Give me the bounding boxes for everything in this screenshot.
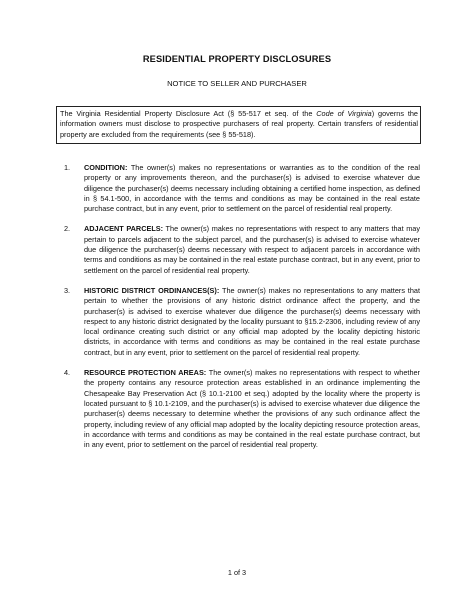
item-text: The owner(s) makes no representations or warranties as to the condition of the real property or any improvements thereon, and the purchaser(s) is advised to exercise whatever due diligence the purchaser(s) deems necessary including obtaining a certified home inspection, as defined in § 54.1-500, in accordance with the terms and conditions as may be contained in the real estate purchase contract, but in any event, prior to settlement on the parcel of residential real property. [84, 163, 420, 214]
intro-paragraph [60, 109, 418, 140]
document-subtitle: NOTICE TO SELLER AND PURCHASER [167, 79, 307, 88]
intro-notice-box [56, 106, 421, 144]
item-body [84, 286, 420, 358]
disclosure-item-resource-protection [64, 368, 420, 450]
disclosure-list [64, 163, 420, 460]
item-heading: RESOURCE PROTECTION AREAS: [84, 368, 207, 378]
intro-text-part1: The Virginia Residential Property Disclosure Act (§ 55-517 et seq. of the [60, 109, 317, 118]
item-body [84, 368, 420, 450]
item-body [84, 224, 420, 275]
item-body [84, 163, 420, 214]
intro-text-part2: ) governs the information owners must disclose to prospective purchasers of real property. Certain transfers of residential property are excluded from the requirements (see § 55-518). [60, 109, 418, 139]
document-title: RESIDENTIAL PROPERTY DISCLOSURES [142, 54, 332, 64]
item-heading: ADJACENT PARCELS: [84, 224, 164, 234]
item-text: The owner(s) makes no representations with respect to whether the property contains any resource protection areas established in an ordinance implementing the Chesapeake Bay Preservation Act (§ 10.1-2100 et seq.) adopted by the locality where the property is located pursuant to § 10.1-2109, and the purchaser(s) is advised to exercise whatever due diligence the purchaser(s) deems necessary to determine whether the provisions of any such ordinance affect the property, including review of any official map adopted by the locality depicting resource protection areas, in accordance with terms and conditions as may be contained in the real estate purchase contract, but in any event, prior to settlement on the parcel of residential real property. [84, 368, 420, 450]
item-number: 4. [64, 368, 71, 378]
item-text: The owner(s) makes no representations with respect to any matters that may pertain to parcels adjacent to the subject parcel, and the purchaser(s) is advised to exercise whatever due diligence the purchaser(s) deems necessary with respect to adjacent parcels in accordance with terms and conditions as may be contained in the real estate purchase contract, but in any event, prior to settlement on the parcel of residential real property. [84, 224, 420, 275]
item-number: 2. [64, 224, 71, 234]
item-number: 3. [64, 285, 71, 295]
item-number: 1. [64, 163, 71, 172]
intro-code-citation: Code of Virginia [316, 109, 372, 118]
item-heading: CONDITION: [84, 163, 128, 172]
disclosure-item-historic-district [64, 286, 420, 358]
item-heading: HISTORIC DISTRICT ORDINANCES(S): [84, 285, 220, 295]
item-text: The owner(s) makes no representations to any matters that pertain to whether the provisions of any historic district ordinance affect the property, and the purchaser(s) is advised to exercise whatever due diligence the purchaser(s) deems necessary with respect to any historic district designated by the locality pursuant to §15.2-2306, including review of any local ordinance creating such district or any official map adopted by the locality depicting historic districts, in accordance with terms and conditions as may be contained in the real estate purchase contract, but in any event, prior to settlement on the parcel of residential real property. [84, 285, 420, 357]
disclosure-item-condition [64, 163, 420, 214]
page-number: 1 of 3 [227, 568, 247, 577]
disclosure-item-adjacent-parcels [64, 224, 420, 275]
